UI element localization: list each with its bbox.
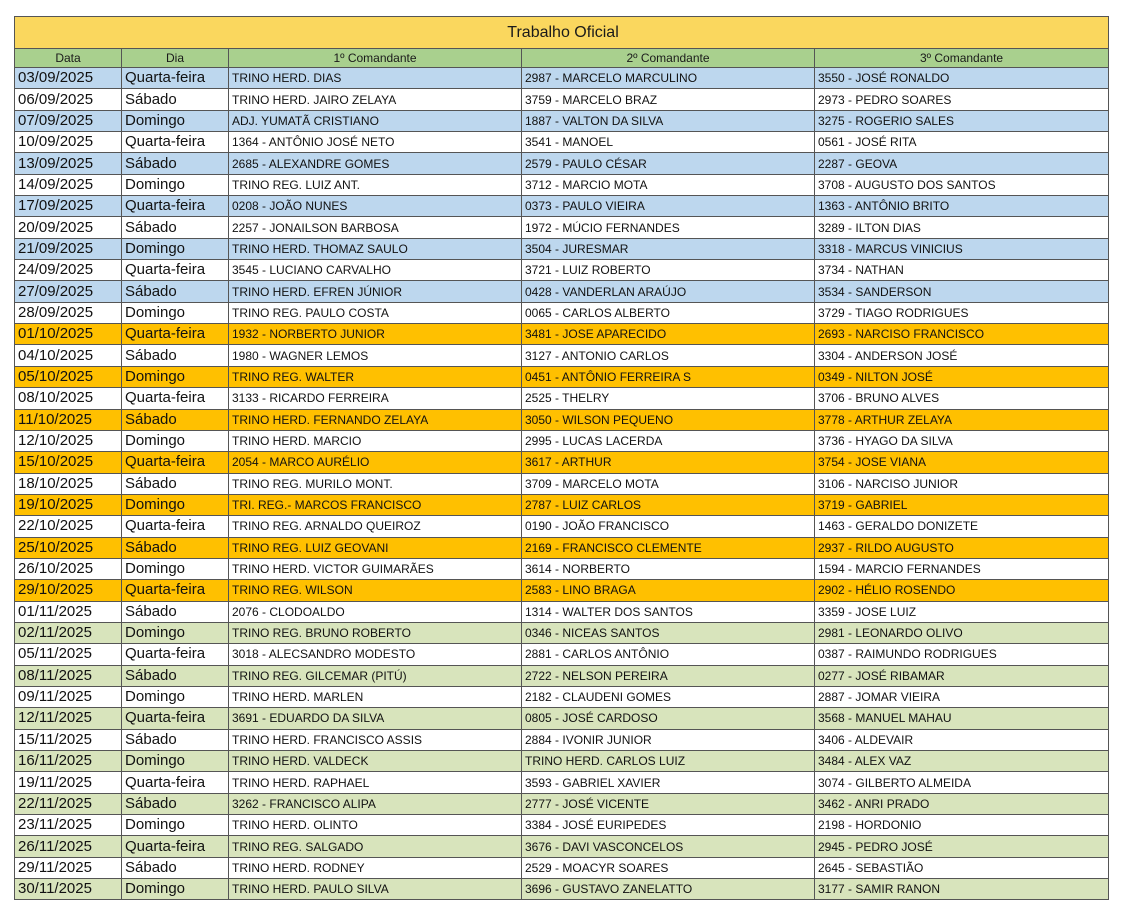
date-cell: 28/09/2025 <box>15 302 122 323</box>
commander-1-cell: TRINO REG. SALGADO <box>229 836 522 857</box>
commander-2-cell: 0451 - ANTÔNIO FERREIRA S <box>522 366 815 387</box>
date-cell: 22/10/2025 <box>15 516 122 537</box>
commander-1-cell: TRINO REG. WILSON <box>229 580 522 601</box>
day-cell: Quarta-feira <box>122 452 229 473</box>
commander-2-cell: 2995 - LUCAS LACERDA <box>522 430 815 451</box>
commander-3-cell: 2693 - NARCISO FRANCISCO <box>815 324 1109 345</box>
date-cell: 20/09/2025 <box>15 217 122 238</box>
commander-2-cell: 3384 - JOSÉ EURIPEDES <box>522 815 815 836</box>
commander-2-cell: 0190 - JOÃO FRANCISCO <box>522 516 815 537</box>
commander-3-cell: 3754 - JOSE VIANA <box>815 452 1109 473</box>
table-row <box>15 345 1109 366</box>
day-cell: Quarta-feira <box>122 132 229 153</box>
day-cell: Domingo <box>122 622 229 643</box>
day-cell: Quarta-feira <box>122 772 229 793</box>
commander-3-cell: 3708 - AUGUSTO DOS SANTOS <box>815 174 1109 195</box>
commander-1-cell: TRI. REG.- MARCOS FRANCISCO <box>229 494 522 515</box>
commander-3-cell: 2937 - RILDO AUGUSTO <box>815 537 1109 558</box>
commander-1-cell: 3262 - FRANCISCO ALIPA <box>229 793 522 814</box>
commander-2-cell: 3504 - JURESMAR <box>522 238 815 259</box>
schedule-sheet <box>14 16 1108 900</box>
commander-1-cell: TRINO HERD. FRANCISCO ASSIS <box>229 729 522 750</box>
date-cell: 10/09/2025 <box>15 132 122 153</box>
commander-2-cell: 3696 - GUSTAVO ZANELATTO <box>522 879 815 900</box>
commander-3-cell: 3719 - GABRIEL <box>815 494 1109 515</box>
day-cell: Domingo <box>122 879 229 900</box>
table-row <box>15 729 1109 750</box>
date-cell: 24/09/2025 <box>15 260 122 281</box>
table-row <box>15 537 1109 558</box>
commander-3-cell: 3484 - ALEX VAZ <box>815 751 1109 772</box>
commander-3-cell: 3106 - NARCISO JUNIOR <box>815 473 1109 494</box>
commander-1-cell: 1980 - WAGNER LEMOS <box>229 345 522 366</box>
commander-2-cell: 2529 - MOACYR SOARES <box>522 857 815 878</box>
table-row <box>15 174 1109 195</box>
commander-3-cell: 3359 - JOSE LUIZ <box>815 601 1109 622</box>
commander-3-cell: 3568 - MANUEL MAHAU <box>815 708 1109 729</box>
date-cell: 14/09/2025 <box>15 174 122 195</box>
header-day: Dia <box>122 49 229 68</box>
commander-3-cell: 2287 - GEOVA <box>815 153 1109 174</box>
commander-2-cell: 2583 - LINO BRAGA <box>522 580 815 601</box>
date-cell: 16/11/2025 <box>15 751 122 772</box>
commander-2-cell: 3676 - DAVI VASCONCELOS <box>522 836 815 857</box>
commander-3-cell: 2945 - PEDRO JOSÉ <box>815 836 1109 857</box>
table-row <box>15 751 1109 772</box>
table-row <box>15 601 1109 622</box>
day-cell: Domingo <box>122 430 229 451</box>
commander-1-cell: 3545 - LUCIANO CARVALHO <box>229 260 522 281</box>
commander-3-cell: 1594 - MARCIO FERNANDES <box>815 558 1109 579</box>
date-cell: 17/09/2025 <box>15 196 122 217</box>
day-cell: Sábado <box>122 345 229 366</box>
day-cell: Domingo <box>122 366 229 387</box>
date-cell: 13/09/2025 <box>15 153 122 174</box>
day-cell: Domingo <box>122 686 229 707</box>
day-cell: Sábado <box>122 665 229 686</box>
day-cell: Domingo <box>122 302 229 323</box>
table-row <box>15 708 1109 729</box>
date-cell: 12/11/2025 <box>15 708 122 729</box>
commander-1-cell: TRINO HERD. RODNEY <box>229 857 522 878</box>
commander-1-cell: TRINO HERD. RAPHAEL <box>229 772 522 793</box>
commander-2-cell: 3721 - LUIZ ROBERTO <box>522 260 815 281</box>
day-cell: Domingo <box>122 751 229 772</box>
commander-2-cell: 3614 - NORBERTO <box>522 558 815 579</box>
table-row <box>15 516 1109 537</box>
commander-2-cell: 3759 - MARCELO BRAZ <box>522 89 815 110</box>
commander-3-cell: 3706 - BRUNO ALVES <box>815 388 1109 409</box>
commander-1-cell: TRINO HERD. EFREN JÚNIOR <box>229 281 522 302</box>
date-cell: 08/11/2025 <box>15 665 122 686</box>
commander-1-cell: TRINO REG. BRUNO ROBERTO <box>229 622 522 643</box>
table-row <box>15 366 1109 387</box>
commander-3-cell: 3406 - ALDEVAIR <box>815 729 1109 750</box>
day-cell: Domingo <box>122 494 229 515</box>
date-cell: 29/10/2025 <box>15 580 122 601</box>
table-row <box>15 580 1109 601</box>
day-cell: Sábado <box>122 473 229 494</box>
date-cell: 22/11/2025 <box>15 793 122 814</box>
table-row <box>15 815 1109 836</box>
table-row <box>15 89 1109 110</box>
day-cell: Sábado <box>122 729 229 750</box>
day-cell: Sábado <box>122 857 229 878</box>
commander-2-cell: 1314 - WALTER DOS SANTOS <box>522 601 815 622</box>
day-cell: Sábado <box>122 89 229 110</box>
date-cell: 27/09/2025 <box>15 281 122 302</box>
commander-1-cell: TRINO HERD. JAIRO ZELAYA <box>229 89 522 110</box>
commander-2-cell: 2722 - NELSON PEREIRA <box>522 665 815 686</box>
header-date: Data <box>15 49 122 68</box>
commander-3-cell: 3729 - TIAGO RODRIGUES <box>815 302 1109 323</box>
day-cell: Sábado <box>122 153 229 174</box>
commander-1-cell: TRINO HERD. MARCIO <box>229 430 522 451</box>
commander-3-cell: 3304 - ANDERSON JOSÉ <box>815 345 1109 366</box>
commander-1-cell: TRINO HERD. DIAS <box>229 68 522 89</box>
table-row <box>15 644 1109 665</box>
commander-1-cell: TRINO HERD. VALDECK <box>229 751 522 772</box>
table-row <box>15 153 1109 174</box>
day-cell: Domingo <box>122 558 229 579</box>
day-cell: Quarta-feira <box>122 196 229 217</box>
table-row <box>15 281 1109 302</box>
commander-1-cell: TRINO HERD. FERNANDO ZELAYA <box>229 409 522 430</box>
commander-3-cell: 2902 - HÉLIO ROSENDO <box>815 580 1109 601</box>
date-cell: 30/11/2025 <box>15 879 122 900</box>
commander-1-cell: TRINO HERD. OLINTO <box>229 815 522 836</box>
commander-1-cell: TRINO REG. MURILO MONT. <box>229 473 522 494</box>
table-row <box>15 793 1109 814</box>
day-cell: Quarta-feira <box>122 708 229 729</box>
table-row <box>15 132 1109 153</box>
date-cell: 03/09/2025 <box>15 68 122 89</box>
commander-2-cell: 3127 - ANTONIO CARLOS <box>522 345 815 366</box>
commander-3-cell: 0277 - JOSÉ RIBAMAR <box>815 665 1109 686</box>
commander-3-cell: 1463 - GERALDO DONIZETE <box>815 516 1109 537</box>
commander-2-cell: 3541 - MANOEL <box>522 132 815 153</box>
commander-3-cell: 3462 - ANRI PRADO <box>815 793 1109 814</box>
commander-3-cell: 2645 - SEBASTIÃO <box>815 857 1109 878</box>
commander-3-cell: 3275 - ROGERIO SALES <box>815 110 1109 131</box>
commander-1-cell: ADJ. YUMATÃ CRISTIANO <box>229 110 522 131</box>
commander-1-cell: 2257 - JONAILSON BARBOSA <box>229 217 522 238</box>
commander-1-cell: 2685 - ALEXANDRE GOMES <box>229 153 522 174</box>
commander-3-cell: 2887 - JOMAR VIEIRA <box>815 686 1109 707</box>
commander-2-cell: 0065 - CARLOS ALBERTO <box>522 302 815 323</box>
schedule-body <box>15 68 1109 900</box>
commander-2-cell: 2787 - LUIZ CARLOS <box>522 494 815 515</box>
table-row <box>15 110 1109 131</box>
commander-2-cell: 3712 - MARCIO MOTA <box>522 174 815 195</box>
commander-1-cell: 1364 - ANTÔNIO JOSÉ NETO <box>229 132 522 153</box>
date-cell: 09/11/2025 <box>15 686 122 707</box>
date-cell: 01/11/2025 <box>15 601 122 622</box>
day-cell: Quarta-feira <box>122 324 229 345</box>
commander-1-cell: TRINO HERD. VICTOR GUIMARÃES <box>229 558 522 579</box>
date-cell: 29/11/2025 <box>15 857 122 878</box>
day-cell: Sábado <box>122 601 229 622</box>
table-row <box>15 324 1109 345</box>
table-row <box>15 430 1109 451</box>
header-commander-2: 2º Comandante <box>522 49 815 68</box>
commander-2-cell: 0346 - NICEAS SANTOS <box>522 622 815 643</box>
table-row <box>15 260 1109 281</box>
commander-3-cell: 3734 - NATHAN <box>815 260 1109 281</box>
commander-1-cell: TRINO HERD. MARLEN <box>229 686 522 707</box>
commander-3-cell: 0349 - NILTON JOSÉ <box>815 366 1109 387</box>
commander-1-cell: TRINO REG. GILCEMAR (PITÚ) <box>229 665 522 686</box>
commander-2-cell: 3481 - JOSE APARECIDO <box>522 324 815 345</box>
date-cell: 06/09/2025 <box>15 89 122 110</box>
commander-1-cell: TRINO REG. WALTER <box>229 366 522 387</box>
day-cell: Domingo <box>122 174 229 195</box>
commander-3-cell: 1363 - ANTÔNIO BRITO <box>815 196 1109 217</box>
commander-2-cell: 2525 - THELRY <box>522 388 815 409</box>
commander-2-cell: 1972 - MÚCIO FERNANDES <box>522 217 815 238</box>
commander-3-cell: 3177 - SAMIR RANON <box>815 879 1109 900</box>
day-cell: Quarta-feira <box>122 516 229 537</box>
day-cell: Domingo <box>122 238 229 259</box>
day-cell: Sábado <box>122 793 229 814</box>
table-row <box>15 409 1109 430</box>
commander-3-cell: 3318 - MARCUS VINICIUS <box>815 238 1109 259</box>
commander-2-cell: 3617 - ARTHUR <box>522 452 815 473</box>
schedule-table <box>14 16 1109 900</box>
commander-2-cell: 2884 - IVONIR JUNIOR <box>522 729 815 750</box>
commander-2-cell: 3050 - WILSON PEQUENO <box>522 409 815 430</box>
table-row <box>15 772 1109 793</box>
date-cell: 05/11/2025 <box>15 644 122 665</box>
table-row <box>15 302 1109 323</box>
table-row <box>15 473 1109 494</box>
header-row <box>15 49 1109 68</box>
commander-1-cell: TRINO REG. PAULO COSTA <box>229 302 522 323</box>
commander-2-cell: 1887 - VALTON DA SILVA <box>522 110 815 131</box>
commander-3-cell: 0387 - RAIMUNDO RODRIGUES <box>815 644 1109 665</box>
date-cell: 07/09/2025 <box>15 110 122 131</box>
date-cell: 23/11/2025 <box>15 815 122 836</box>
commander-2-cell: 0373 - PAULO VIEIRA <box>522 196 815 217</box>
commander-3-cell: 3736 - HYAGO DA SILVA <box>815 430 1109 451</box>
day-cell: Quarta-feira <box>122 68 229 89</box>
commander-1-cell: 3018 - ALECSANDRO MODESTO <box>229 644 522 665</box>
table-row <box>15 217 1109 238</box>
table-row <box>15 452 1109 473</box>
day-cell: Sábado <box>122 409 229 430</box>
table-row <box>15 196 1109 217</box>
date-cell: 04/10/2025 <box>15 345 122 366</box>
commander-2-cell: 3709 - MARCELO MOTA <box>522 473 815 494</box>
table-row <box>15 665 1109 686</box>
day-cell: Domingo <box>122 110 229 131</box>
day-cell: Domingo <box>122 815 229 836</box>
commander-3-cell: 2981 - LEONARDO OLIVO <box>815 622 1109 643</box>
date-cell: 15/11/2025 <box>15 729 122 750</box>
header-commander-3: 3º Comandante <box>815 49 1109 68</box>
commander-3-cell: 3778 - ARTHUR ZELAYA <box>815 409 1109 430</box>
date-cell: 19/10/2025 <box>15 494 122 515</box>
day-cell: Sábado <box>122 281 229 302</box>
date-cell: 12/10/2025 <box>15 430 122 451</box>
commander-2-cell: 0428 - VANDERLAN ARAÚJO <box>522 281 815 302</box>
commander-1-cell: 0208 - JOÃO NUNES <box>229 196 522 217</box>
date-cell: 01/10/2025 <box>15 324 122 345</box>
date-cell: 05/10/2025 <box>15 366 122 387</box>
commander-3-cell: 2973 - PEDRO SOARES <box>815 89 1109 110</box>
commander-3-cell: 3534 - SANDERSON <box>815 281 1109 302</box>
table-row <box>15 857 1109 878</box>
table-row <box>15 686 1109 707</box>
commander-3-cell: 0561 - JOSÉ RITA <box>815 132 1109 153</box>
commander-1-cell: TRINO REG. ARNALDO QUEIROZ <box>229 516 522 537</box>
commander-1-cell: 2054 - MARCO AURÉLIO <box>229 452 522 473</box>
day-cell: Quarta-feira <box>122 644 229 665</box>
table-row <box>15 238 1109 259</box>
commander-2-cell: 2987 - MARCELO MARCULINO <box>522 68 815 89</box>
date-cell: 25/10/2025 <box>15 537 122 558</box>
commander-3-cell: 3289 - ILTON DIAS <box>815 217 1109 238</box>
commander-2-cell: 2881 - CARLOS ANTÔNIO <box>522 644 815 665</box>
date-cell: 19/11/2025 <box>15 772 122 793</box>
date-cell: 21/09/2025 <box>15 238 122 259</box>
date-cell: 26/10/2025 <box>15 558 122 579</box>
day-cell: Sábado <box>122 537 229 558</box>
table-row <box>15 388 1109 409</box>
table-row <box>15 68 1109 89</box>
table-row <box>15 494 1109 515</box>
title-row <box>15 17 1109 49</box>
commander-2-cell: TRINO HERD. CARLOS LUIZ <box>522 751 815 772</box>
commander-2-cell: 2777 - JOSÉ VICENTE <box>522 793 815 814</box>
day-cell: Quarta-feira <box>122 580 229 601</box>
table-row <box>15 558 1109 579</box>
header-commander-1: 1º Comandante <box>229 49 522 68</box>
commander-1-cell: TRINO HERD. PAULO SILVA <box>229 879 522 900</box>
day-cell: Sábado <box>122 217 229 238</box>
date-cell: 11/10/2025 <box>15 409 122 430</box>
commander-3-cell: 3550 - JOSÉ RONALDO <box>815 68 1109 89</box>
date-cell: 26/11/2025 <box>15 836 122 857</box>
commander-2-cell: 2182 - CLAUDENI GOMES <box>522 686 815 707</box>
table-row <box>15 836 1109 857</box>
commander-2-cell: 3593 - GABRIEL XAVIER <box>522 772 815 793</box>
commander-1-cell: TRINO REG. LUIZ GEOVANI <box>229 537 522 558</box>
commander-1-cell: 3133 - RICARDO FERREIRA <box>229 388 522 409</box>
day-cell: Quarta-feira <box>122 388 229 409</box>
date-cell: 02/11/2025 <box>15 622 122 643</box>
day-cell: Quarta-feira <box>122 260 229 281</box>
table-title: Trabalho Oficial <box>15 17 1109 49</box>
commander-1-cell: 2076 - CLODOALDO <box>229 601 522 622</box>
date-cell: 15/10/2025 <box>15 452 122 473</box>
date-cell: 18/10/2025 <box>15 473 122 494</box>
table-row <box>15 622 1109 643</box>
commander-1-cell: 1932 - NORBERTO JUNIOR <box>229 324 522 345</box>
commander-2-cell: 2169 - FRANCISCO CLEMENTE <box>522 537 815 558</box>
table-row <box>15 879 1109 900</box>
commander-3-cell: 2198 - HORDONIO <box>815 815 1109 836</box>
commander-1-cell: TRINO REG. LUIZ ANT. <box>229 174 522 195</box>
commander-2-cell: 0805 - JOSÉ CARDOSO <box>522 708 815 729</box>
commander-1-cell: TRINO HERD. THOMAZ SAULO <box>229 238 522 259</box>
commander-3-cell: 3074 - GILBERTO ALMEIDA <box>815 772 1109 793</box>
day-cell: Quarta-feira <box>122 836 229 857</box>
commander-1-cell: 3691 - EDUARDO DA SILVA <box>229 708 522 729</box>
date-cell: 08/10/2025 <box>15 388 122 409</box>
commander-2-cell: 2579 - PAULO CÉSAR <box>522 153 815 174</box>
